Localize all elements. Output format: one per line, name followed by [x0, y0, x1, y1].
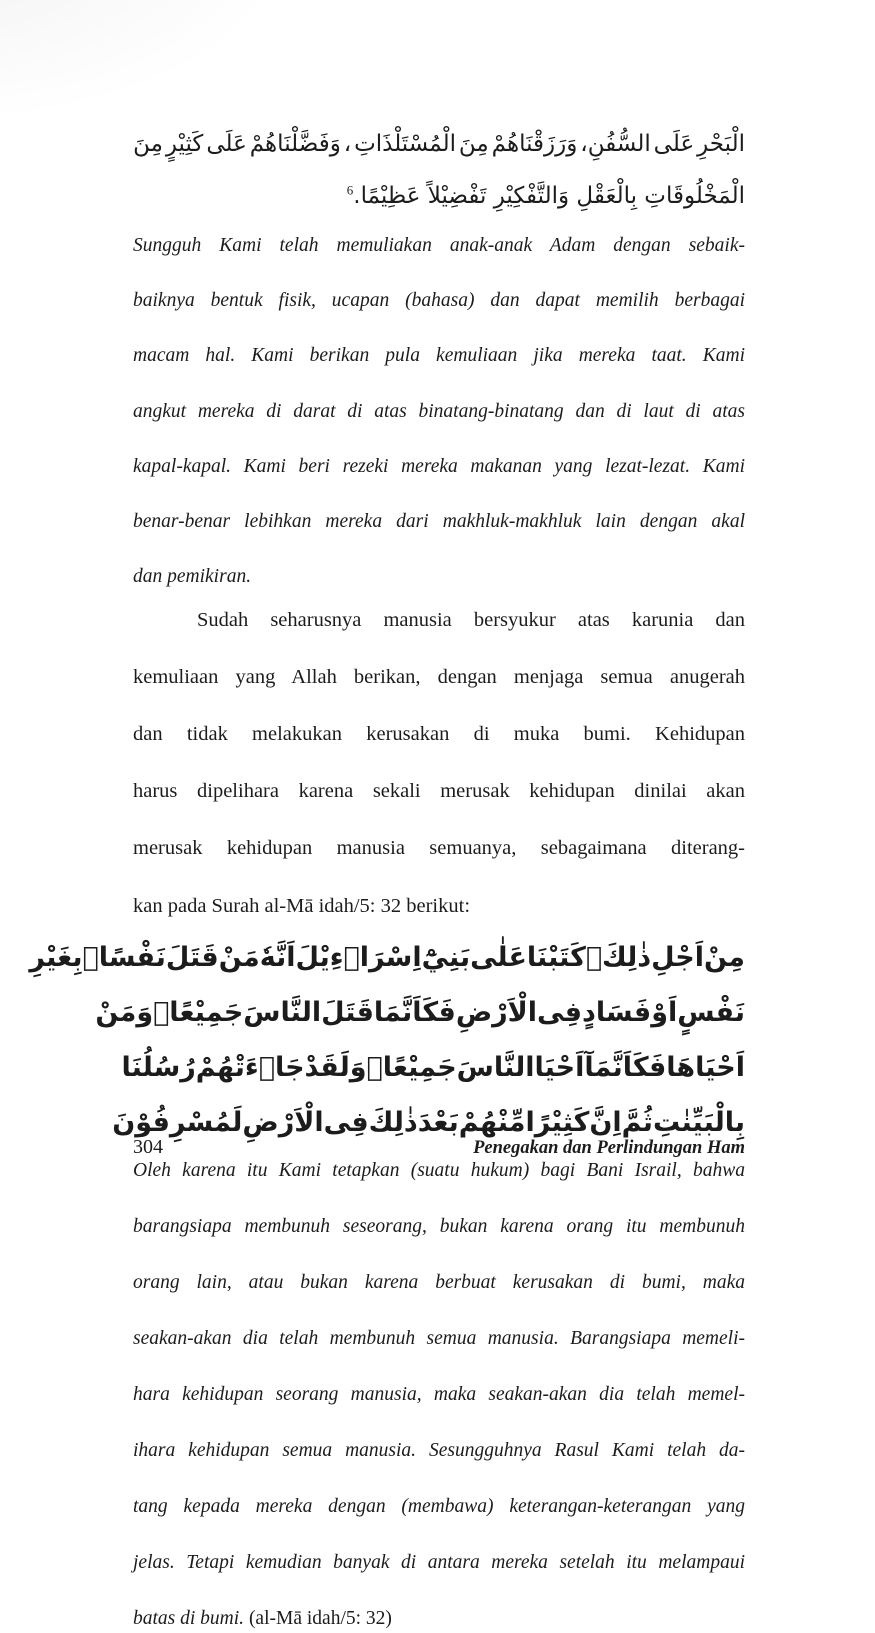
arabic-text-line	[29, 930, 745, 985]
arabic-word: وَفَضَّلْنَاهُمْ	[249, 131, 341, 157]
arabic-word: كَثِيْرًا	[525, 1107, 590, 1139]
footnote-marker: 6	[346, 182, 354, 198]
arabic-word: ذٰلِكَ	[368, 1107, 418, 1139]
text-line: ihara kehidupan semua manusia. Sesungguhnya Rasul Kami telah da-	[133, 1440, 745, 1462]
arabic-word: فَسَادٍ	[582, 997, 652, 1029]
arabic-word: وَمَنْ	[95, 997, 154, 1029]
arabic-word: النَّاسَ	[243, 997, 322, 1029]
text-line: baiknya bentuk fisik, ucapan (bahasa) dan dapat memilih berbagai	[133, 290, 745, 312]
page-number: 304	[133, 1136, 163, 1158]
text-line: benar-benar lebihkan mereka dari makhluk-makhluk lain dengan akal	[133, 510, 745, 532]
text-line: Sungguh Kami telah memuliakan anak-anak Adam dengan sebaik-	[133, 235, 745, 256]
arabic-word: ذٰلِكَۛ	[585, 942, 652, 974]
arabic-word: فِى	[537, 997, 583, 1029]
arabic-word: ثُمَّ	[621, 1107, 653, 1139]
text-line: hara kehidupan seorang manusia, maka seakan-akan dia telah memel-	[133, 1384, 745, 1406]
text-line: jelas. Tetapi kemudian banyak di antara mereka setelah itu melampaui	[133, 1552, 745, 1574]
arabic-word: جَمِيْعًاۗ	[153, 997, 244, 1029]
text-line: orang lain, atau bukan karena berbuat kerusakan di bumi, maka	[133, 1272, 745, 1294]
text-line: kemuliaan yang Allah berikan, dengan menjaga semua anugerah	[133, 665, 745, 688]
arabic-word: مِّنْهُمْ	[458, 1107, 526, 1139]
arabic-word: عَلَى	[653, 131, 695, 157]
arabic-word: قَتَلَ	[321, 997, 374, 1029]
arabic-word: قَتَلَ	[165, 942, 219, 974]
arabic-word: اِنَّ	[589, 1107, 622, 1139]
translation-intro-block	[133, 232, 745, 591]
text-line: Sudah seharusnya manusia bersyukur atas karunia dan	[197, 608, 745, 631]
arabic-word: فَكَاَنَّمَا	[373, 997, 456, 1029]
text-line: kapal-kapal. Kami beri rezeki mereka makanan yang lezat-lezat. Kami	[133, 455, 745, 477]
translation-verse-last-line	[133, 1605, 745, 1633]
arabic-word: عَلَى	[206, 131, 247, 157]
arabic-word: جَاۤءَتْهُمْ	[195, 1052, 305, 1084]
text-line: Oleh karena itu Kami tetapkan (suatu hukum) bagi Bani Israil, bahwa	[133, 1160, 745, 1182]
arabic-intro-line-1	[133, 118, 745, 170]
arabic-text-line	[121, 1040, 745, 1095]
quran-verse-block	[29, 930, 745, 1150]
arabic-word: وَلَقَدْ	[304, 1052, 367, 1084]
arabic-word: رُسُلُنَا	[121, 1052, 196, 1084]
arabic-word: ،	[343, 131, 352, 157]
translation-verse-block	[133, 1157, 745, 1633]
arabic-word: اَحْيَا	[534, 1052, 585, 1084]
text-line: harus dipelihara karena sekali merusak kehidupan dinilai akan	[133, 780, 745, 803]
arabic-word: السُّفُنِ،	[580, 131, 651, 157]
page-footer	[133, 1136, 745, 1159]
text-line: dan pemikiran.	[133, 566, 252, 588]
body-paragraph	[133, 606, 745, 921]
arabic-intro-line-2-text: الْمَخْلُوقَاتِ بِالْعَقْلِ وَالتَّفْكِيْرِ تَفْضِيْلاً عَظِيْمًا.	[353, 183, 745, 209]
arabic-word: بَعْدَ	[417, 1107, 459, 1139]
arabic-word: مِنْ	[703, 942, 745, 974]
arabic-word: كَثِيْرٍ	[165, 131, 204, 157]
arabic-word: اَنَّهٗ	[259, 942, 296, 974]
arabic-word: بَنِيْٓ	[421, 942, 471, 974]
arabic-word: اَجْلِ	[651, 942, 704, 974]
arabic-word: مِنَ	[458, 131, 489, 157]
text-line: kan pada Surah al-Mā idah/5: 32 berikut:	[133, 894, 471, 917]
arabic-text-line	[95, 985, 745, 1040]
translation-verse-lines	[133, 1157, 745, 1605]
text-line: dan tidak melakukan kerusakan di muka bumi. Kehidupan	[133, 723, 745, 746]
arabic-word: اَوْ	[651, 997, 678, 1029]
running-title: Penegakan dan Perlindungan Ham	[473, 1138, 745, 1158]
translation-verse-last-text: batas di bumi.	[133, 1608, 249, 1630]
arabic-word: مِنَ	[133, 131, 163, 157]
arabic-word: جَمِيْعًاۗ	[366, 1052, 457, 1084]
arabic-word: الْاَرْضِ	[242, 1107, 324, 1139]
arabic-word: فِى	[323, 1107, 369, 1139]
text-line: macam hal. Kami berikan pula kemuliaan jika mereka taat. Kami	[133, 345, 745, 367]
arabic-word: الْاَرْضِ	[455, 997, 538, 1029]
arabic-word: الْبَحْرِ	[697, 131, 745, 157]
arabic-word: النَّاسَ	[456, 1052, 535, 1084]
arabic-word: عَلٰى	[470, 942, 527, 974]
arabic-word: نَفْسٍ	[677, 997, 745, 1029]
page-content	[29, 118, 745, 1633]
arabic-word: وَرَزَقْنَاهُمْ	[491, 131, 578, 157]
arabic-word: لَمُسْرِفُوْنَ	[112, 1107, 243, 1139]
arabic-word: بِالْبَيِّنٰتِ	[652, 1107, 745, 1139]
text-line: tang kepada mereka dengan (membawa) keterangan-keterangan yang	[133, 1496, 745, 1518]
arabic-word: مَنْ	[218, 942, 260, 974]
arabic-word: الْمُسْتَلْذَاتِ	[354, 131, 456, 157]
arabic-word: اَحْيَاهَا	[666, 1052, 745, 1084]
arabic-word: فَكَاَنَّمَآ	[584, 1052, 667, 1084]
arabic-word: اِسْرَاۤءِيْلَ	[295, 942, 422, 974]
arabic-word: نَفْسًاۢ	[82, 942, 166, 974]
arabic-word: كَتَبْنَا	[526, 942, 586, 974]
verse-citation: (al-Mā idah/5: 32)	[248, 1608, 392, 1630]
text-line: angkut mereka di darat di atas binatang-binatang dan di laut di atas	[133, 400, 745, 422]
arabic-intro-block	[133, 118, 745, 222]
text-line: seakan-akan dia telah membunuh semua manusia. Barangsiapa memeli-	[133, 1328, 745, 1350]
arabic-word: بِغَيْرِ	[29, 942, 83, 974]
text-line: barangsiapa membunuh seseorang, bukan karena orang itu membunuh	[133, 1216, 745, 1238]
text-line: merusak kehidupan manusia semuanya, sebagaimana diterang-	[133, 837, 745, 860]
arabic-intro-line-2	[133, 170, 745, 222]
